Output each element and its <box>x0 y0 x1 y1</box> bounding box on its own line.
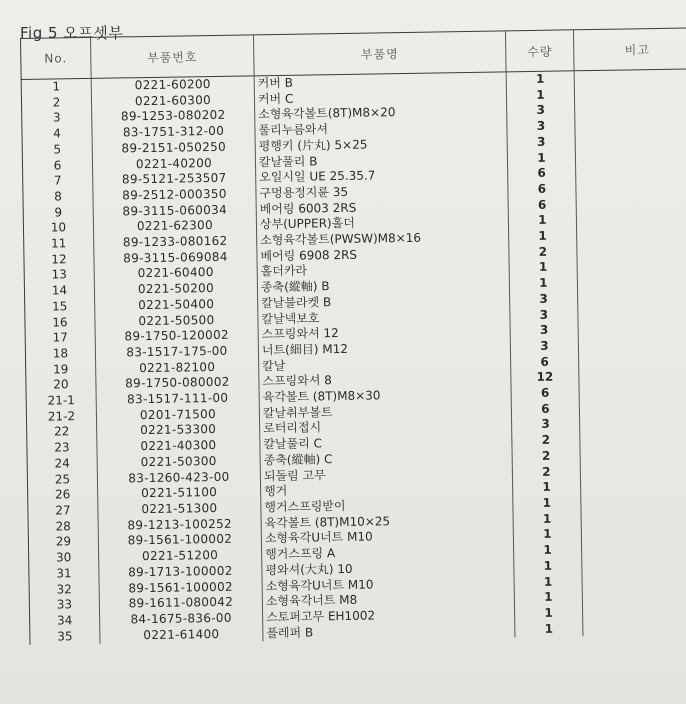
row-no: 30 <box>29 550 99 567</box>
row-no: 32 <box>29 581 99 598</box>
row-part-name: 행거스프링받이 <box>261 496 513 516</box>
row-remarks <box>575 132 686 150</box>
row-part-name: 풀리누름와셔 <box>255 119 507 139</box>
row-part-name: 종축(縱軸) B <box>257 276 509 296</box>
row-quantity: 3 <box>507 118 575 135</box>
row-part-number: 89-1750-080002 <box>96 375 259 393</box>
row-part-number: 0221-51300 <box>98 500 261 518</box>
row-quantity: 1 <box>515 621 583 638</box>
row-part-name: 행거 <box>261 481 513 501</box>
row-part-number: 89-5121-253507 <box>93 171 256 189</box>
row-remarks <box>575 148 686 166</box>
row-part-number: 83-1260-423-00 <box>97 469 260 487</box>
row-quantity: 6 <box>511 385 579 402</box>
row-remarks <box>582 587 686 605</box>
header-part-number: 부품번호 <box>90 35 254 79</box>
row-no: 22 <box>27 424 97 441</box>
row-quantity: 3 <box>507 103 575 120</box>
row-quantity: 1 <box>509 275 577 292</box>
row-part-name: 오일시일 UE 25.35.7 <box>256 167 508 187</box>
row-quantity: 3 <box>510 323 578 340</box>
row-remarks <box>576 211 686 229</box>
row-part-name: 칼날풀리 B <box>255 151 507 171</box>
row-part-name: 베어링 6003 2RS <box>256 198 508 218</box>
row-part-name: 소형육각U너트 M10 <box>262 575 514 595</box>
row-part-number: 84-1675-836-00 <box>100 610 263 628</box>
row-part-number: 0221-60400 <box>94 265 257 283</box>
row-part-name: 소형육각U너트 M10 <box>261 528 513 548</box>
row-no: 23 <box>27 440 97 457</box>
row-no: 35 <box>30 628 100 645</box>
row-remarks <box>583 619 686 637</box>
row-no: 8 <box>23 189 93 206</box>
row-part-number: 0221-51100 <box>98 485 261 503</box>
row-quantity: 1 <box>513 495 581 512</box>
row-no: 11 <box>24 236 94 253</box>
row-part-number: 89-3115-069084 <box>94 249 257 267</box>
row-remarks <box>582 556 686 574</box>
row-part-name: 구멍용정지륜 35 <box>256 182 508 202</box>
row-part-name: 칼날넥보호 <box>258 308 510 328</box>
row-remarks <box>576 164 686 182</box>
row-no: 1 <box>21 78 91 95</box>
row-quantity: 1 <box>514 589 582 606</box>
row-no: 9 <box>23 204 93 221</box>
row-part-number: 0221-62300 <box>93 218 256 236</box>
row-no: 31 <box>29 566 99 583</box>
row-part-name: 너트(細目) M12 <box>258 339 510 359</box>
row-no: 17 <box>25 330 95 347</box>
row-part-name: 스프링와셔 8 <box>259 371 511 391</box>
row-quantity: 3 <box>512 417 580 434</box>
row-no: 7 <box>23 173 93 190</box>
row-remarks <box>578 305 686 323</box>
row-no: 5 <box>22 142 92 159</box>
row-quantity: 1 <box>513 480 581 497</box>
row-remarks <box>578 289 686 307</box>
row-remarks <box>577 258 686 276</box>
row-quantity: 1 <box>514 558 582 575</box>
row-part-name: 상부(UPPER)홀더 <box>256 214 508 234</box>
row-part-number: 0221-82100 <box>96 359 259 377</box>
row-part-name: 육각볼트 (8T)M10×25 <box>261 512 513 532</box>
row-part-number: 0221-50200 <box>94 280 257 298</box>
row-remarks <box>578 321 686 339</box>
row-no: 15 <box>25 299 95 316</box>
row-quantity: 1 <box>513 511 581 528</box>
row-remarks <box>580 430 686 448</box>
row-remarks <box>576 195 686 213</box>
row-quantity: 1 <box>513 542 581 559</box>
header-part-name: 부품명 <box>253 31 506 76</box>
row-remarks <box>581 478 686 496</box>
row-quantity: 1 <box>506 87 574 104</box>
parts-table <box>20 27 686 645</box>
row-part-number: 0221-61400 <box>100 626 263 644</box>
row-remarks <box>579 352 686 370</box>
row-part-number: 89-1561-100002 <box>99 579 262 597</box>
row-no: 6 <box>22 157 92 174</box>
row-part-number: 0221-60200 <box>91 76 254 95</box>
row-no: 34 <box>30 613 100 630</box>
row-no: 13 <box>24 267 94 284</box>
figure-title: Fig 5 오프셋부 <box>20 24 124 42</box>
row-remarks <box>579 383 686 401</box>
row-no: 25 <box>27 471 97 488</box>
row-part-name: 종축(縱軸) C <box>260 449 512 469</box>
row-remarks <box>574 85 686 103</box>
row-remarks <box>581 525 686 543</box>
row-no: 33 <box>29 597 99 614</box>
row-no: 14 <box>24 283 94 300</box>
row-no: 2 <box>21 95 91 112</box>
row-part-name: 플레퍼 B <box>263 622 515 642</box>
row-part-number: 89-2151-050250 <box>92 139 255 157</box>
row-part-name: 스프링와셔 12 <box>258 324 510 344</box>
row-quantity: 6 <box>508 197 576 214</box>
row-remarks <box>582 603 686 621</box>
row-remarks <box>580 415 686 433</box>
row-no: 19 <box>26 362 96 379</box>
row-part-number: 89-1611-080042 <box>99 594 262 612</box>
row-part-number: 83-1517-111-00 <box>96 390 259 408</box>
row-no: 4 <box>22 126 92 143</box>
header-no: No. <box>21 37 92 79</box>
row-part-name: 칼날 <box>259 355 511 375</box>
row-part-name: 로터리접시 <box>260 418 512 438</box>
row-quantity: 12 <box>511 370 579 387</box>
row-no: 21-2 <box>26 409 96 426</box>
header-quantity: 수량 <box>505 30 574 72</box>
row-part-name: 칼날취부볼트 <box>259 402 511 422</box>
row-quantity: 1 <box>508 213 576 230</box>
row-part-number: 0221-50400 <box>95 296 258 314</box>
row-part-number: 89-1713-100002 <box>99 563 262 581</box>
row-part-name: 커버 C <box>254 88 506 108</box>
row-remarks <box>581 493 686 511</box>
row-part-number: 89-1561-100002 <box>98 532 261 550</box>
row-part-number: 0221-40200 <box>92 155 255 173</box>
row-no: 28 <box>28 519 98 536</box>
row-no: 27 <box>28 503 98 520</box>
row-part-name: 소형육각볼트(8T)M8×20 <box>255 104 507 124</box>
row-part-name: 평와셔(大丸) 10 <box>262 559 514 579</box>
row-no: 26 <box>28 487 98 504</box>
row-no: 24 <box>27 456 97 473</box>
row-part-number: 0221-40300 <box>97 437 260 455</box>
row-part-name: 소형육각너트 M8 <box>262 591 514 611</box>
row-part-number: 0221-60300 <box>91 92 254 110</box>
row-no: 20 <box>26 377 96 394</box>
parts-table-body <box>21 69 686 645</box>
row-remarks <box>579 368 686 386</box>
row-part-name: 커버 B <box>254 72 506 92</box>
row-quantity: 6 <box>508 166 576 183</box>
row-no: 29 <box>28 534 98 551</box>
row-part-name: 평행키 (片丸) 5×25 <box>255 135 507 155</box>
row-quantity: 1 <box>513 527 581 544</box>
row-quantity: 3 <box>507 134 575 151</box>
row-part-number: 0221-50300 <box>97 453 260 471</box>
row-quantity: 2 <box>512 432 580 449</box>
row-remarks <box>580 462 686 480</box>
row-quantity: 1 <box>509 228 577 245</box>
row-part-name: 칼날블라켓 B <box>258 292 510 312</box>
row-part-name: 소형육각볼트(PWSW)M8×16 <box>257 229 509 249</box>
row-part-name: 행거스프링 A <box>262 543 514 563</box>
row-no: 16 <box>25 314 95 331</box>
row-quantity: 2 <box>509 244 577 261</box>
row-part-number: 89-1233-080162 <box>94 233 257 251</box>
row-quantity: 3 <box>510 338 578 355</box>
row-quantity: 6 <box>511 354 579 371</box>
row-quantity: 1 <box>514 574 582 591</box>
row-part-number: 0221-50500 <box>95 312 258 330</box>
row-quantity: 1 <box>514 605 582 622</box>
row-part-number: 83-1517-175-00 <box>95 343 258 361</box>
row-remarks <box>575 101 686 119</box>
row-part-number: 89-1253-080202 <box>92 108 255 126</box>
row-part-number: 0201-71500 <box>96 406 259 424</box>
row-remarks <box>580 446 686 464</box>
row-part-number: 89-3115-060034 <box>93 202 256 220</box>
row-quantity: 6 <box>511 401 579 418</box>
row-quantity: 1 <box>506 71 574 88</box>
row-remarks <box>577 242 686 260</box>
row-remarks <box>578 336 686 354</box>
row-part-number: 83-1751-312-00 <box>92 123 255 141</box>
row-part-number: 0221-53300 <box>97 422 260 440</box>
row-quantity: 1 <box>509 260 577 277</box>
row-part-name: 칼날풀리 C <box>260 433 512 453</box>
row-no: 10 <box>23 220 93 237</box>
row-part-name: 베어링 6908 2RS <box>257 245 509 265</box>
row-remarks <box>581 540 686 558</box>
row-remarks <box>582 572 686 590</box>
row-quantity: 3 <box>510 291 578 308</box>
row-remarks <box>577 273 686 291</box>
row-quantity: 1 <box>507 150 575 167</box>
row-no: 18 <box>25 346 95 363</box>
row-part-name: 스토퍼고무 EH1002 <box>263 606 515 626</box>
parts-list-sheet <box>20 27 686 645</box>
row-remarks <box>577 226 686 244</box>
row-quantity: 2 <box>512 464 580 481</box>
row-remarks <box>574 69 686 87</box>
row-quantity: 6 <box>508 181 576 198</box>
row-remarks <box>576 179 686 197</box>
row-remarks <box>581 509 686 527</box>
row-quantity: 3 <box>510 307 578 324</box>
row-remarks <box>575 116 686 134</box>
row-part-name: 육각볼트 (8T)M8×30 <box>259 386 511 406</box>
row-part-number: 89-1213-100252 <box>98 516 261 534</box>
header-remarks: 비고 <box>573 28 686 71</box>
row-quantity: 2 <box>512 448 580 465</box>
row-no: 3 <box>22 110 92 127</box>
row-part-number: 0221-51200 <box>99 547 262 565</box>
row-remarks <box>579 399 686 417</box>
row-no: 12 <box>24 252 94 269</box>
row-part-name: 되돌림 고무 <box>260 465 512 485</box>
row-part-name: 홀더카라 <box>257 261 509 281</box>
row-part-number: 89-1750-120002 <box>95 328 258 346</box>
row-part-number: 89-2512-000350 <box>93 186 256 204</box>
row-no: 21-1 <box>26 393 96 410</box>
